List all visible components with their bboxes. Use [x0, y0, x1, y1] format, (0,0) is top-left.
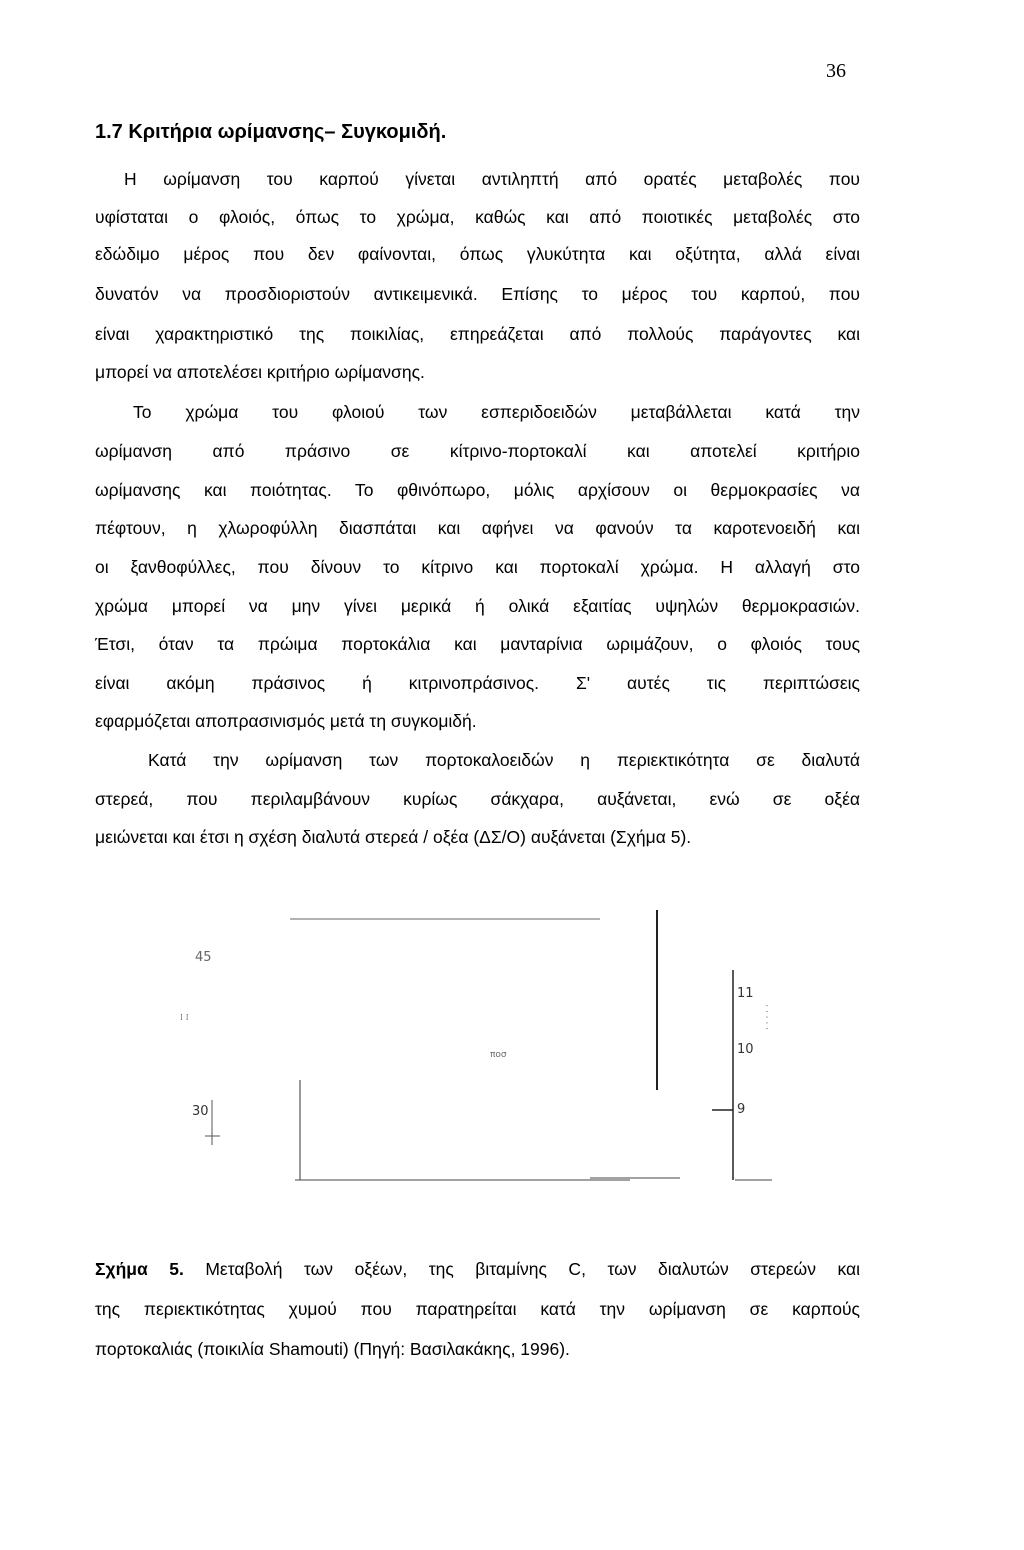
body-line: Έτσι, όταν τα πρώιμα πορτοκάλια και μανταρίνια ωριμάζουν, ο φλοιός τους — [95, 634, 860, 654]
body-line: εδώδιμο μέρος που δεν φαίνονται, όπως γλυκύτητα και οξύτητα, αλλά είναι — [95, 244, 860, 264]
body-line: χρώμα μπορεί να μην γίνει μερικά ή ολικά εξαιτίας υψηλών θερμοκρασιών. — [95, 596, 860, 616]
body-line: ωρίμανσης και ποιότητας. Το φθινόπωρο, μόλις αρχίσουν οι θερμοκρασίες να — [95, 480, 860, 500]
body-line: ωρίμανση από πράσινο σε κίτρινο-πορτοκαλί και αποτελεί κριτήριο — [95, 441, 860, 461]
left-axis-mid-label: 30 — [192, 1104, 209, 1119]
center-label: ποσ — [490, 1050, 507, 1060]
body-line: οι ξανθοφύλλες, που δίνουν το κίτρινο και πορτοκαλί χρώμα. Η αλλαγή στο — [95, 557, 860, 577]
figure-5 — [160, 910, 820, 1200]
right-axis-label-10: 10 — [737, 1042, 754, 1057]
body-line: υφίσταται ο φλοιός, όπως το χρώμα, καθώς και από ποιοτικές μεταβολές στο — [95, 207, 860, 227]
body-line: Η ωρίμανση του καρπού γίνεται αντιληπτή από ορατές μεταβολές που — [124, 169, 860, 189]
body-line: είναι χαρακτηριστικό της ποικιλίας, επηρεάζεται από πολλούς παράγοντες και — [95, 324, 860, 344]
right-axis-label-9: 9 — [737, 1102, 746, 1117]
figure-caption-label: Σχήμα 5. — [95, 1259, 184, 1279]
figure-caption-line: της περιεκτικότητας χυμού που παρατηρείται κατά την ωρίμανση σε καρπούς — [95, 1299, 860, 1319]
body-line: δυνατόν να προσδιοριστούν αντικειμενικά. Επίσης το μέρος του καρπού, που — [95, 284, 860, 304]
body-line: μειώνεται και έτσι η σχέση διαλυτά στερεά / οξέα (ΔΣ/Ο) αυξάνεται (Σχήμα 5). — [95, 827, 692, 847]
svg-text:⁞ ⁞: ⁞ ⁞ — [180, 1013, 189, 1023]
body-line: εφαρμόζεται αποπρασινισμός μετά τη συγκομιδή. — [95, 711, 477, 731]
right-axis-label-11: 11 — [737, 986, 754, 1001]
figure-caption-line: πορτοκαλιάς (ποικιλία Shamouti) (Πηγή: Βασιλακάκης, 1996). — [95, 1339, 570, 1359]
page-number: 36 — [826, 60, 846, 82]
body-line: είναι ακόμη πράσινος ή κιτρινοπράσινος. Σ' αυτές τις περιπτώσεις — [95, 673, 860, 693]
figure-caption-text: Μεταβολή των οξέων, της βιταμίνης C, των διαλυτών στερεών και — [205, 1259, 861, 1279]
body-line: πέφτουν, η χλωροφύλλη διασπάται και αφήνει να φανούν τα καροτενοειδή και — [95, 518, 860, 538]
section-title: 1.7 Κριτήρια ωρίμανσης– Συγκομιδή. — [95, 121, 447, 143]
left-axis-top-label: 45 — [195, 950, 212, 965]
body-line: Το χρώμα του φλοιού των εσπεριδοειδών μεταβάλλεται κατά την — [133, 402, 860, 422]
body-line: μπορεί να αποτελέσει κριτήριο ωρίμανσης. — [95, 362, 425, 382]
body-line: Κατά την ωρίμανση των πορτοκαλοειδών η περιεκτικότητα σε διαλυτά — [148, 750, 860, 770]
body-line: στερεά, που περιλαμβάνουν κυρίως σάκχαρα, αυξάνεται, ενώ σε οξέα — [95, 789, 860, 809]
figure-caption-line — [95, 1258, 860, 1280]
svg-text:· · · · ·: · · · · · — [763, 1004, 773, 1030]
